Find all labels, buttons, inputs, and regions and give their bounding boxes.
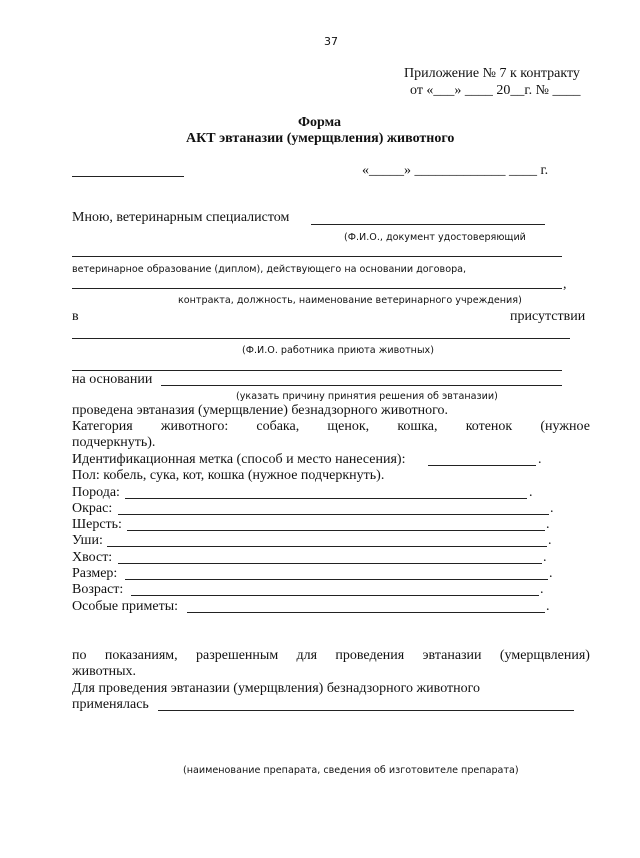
field-ears: Уши: (72, 533, 103, 548)
field-age-end: . (540, 582, 544, 597)
presence-line-2 (72, 370, 562, 371)
field-breed-end: . (529, 485, 533, 500)
indications-word: проведения (335, 648, 405, 663)
field-ears-end: . (548, 533, 552, 548)
field-size-line (125, 579, 548, 580)
field-size-end: . (549, 566, 553, 581)
field-tail-line (118, 563, 542, 564)
presence-hint: (Ф.И.О. работника приюта животных) (242, 345, 434, 356)
specialist-line-2 (72, 256, 562, 257)
sex-text: Пол: кобель, сука, кот, кошка (нужное подчеркнуть). (72, 468, 385, 483)
page-number: 37 (324, 35, 338, 48)
field-age-line (131, 595, 539, 596)
category-word: (нужное (540, 419, 590, 434)
category-word: собака, (256, 419, 300, 434)
indications-word: для (296, 648, 318, 663)
id-mark-label: Идентификационная метка (способ и место нанесения): (72, 452, 406, 467)
indications-word: показаниям, (104, 648, 178, 663)
field-ears-line (107, 546, 547, 547)
appendix-title: Приложение № 7 к контракту (404, 66, 580, 81)
indications-line-4: применялась (72, 697, 149, 712)
drug-hint: (наименование препарата, сведения об изготовителе препарата) (183, 765, 519, 776)
indications-line-3: Для проведения эвтаназии (умерщвления) безнадзорного животного (72, 681, 481, 696)
field-special-marks: Особые приметы: (72, 599, 179, 614)
form-title: Форма (298, 115, 342, 130)
category-word: щенок, (327, 419, 370, 434)
specialist-line-3 (72, 288, 562, 289)
indications-word: по (72, 648, 87, 663)
id-mark-line (428, 465, 536, 466)
field-fur: Шерсть: (72, 517, 122, 532)
date-line: «_____» _____________ ____ г. (362, 163, 549, 178)
id-mark-end: . (538, 452, 542, 467)
field-fur-end: . (546, 517, 550, 532)
field-tail-end: . (543, 550, 547, 565)
field-color: Окрас: (72, 501, 113, 516)
field-special-marks-line (187, 612, 545, 613)
field-breed-line (125, 498, 527, 499)
basis-label: на основании (72, 372, 153, 387)
category-line (72, 419, 590, 435)
field-breed: Порода: (72, 485, 120, 500)
basis-line (161, 385, 562, 386)
field-fur-line (127, 530, 545, 531)
place-line (72, 176, 184, 177)
specialist-name-line (311, 224, 545, 225)
indications-word: разрешенным (195, 648, 279, 663)
performed-text: проведена эвтаназия (умерщвление) безнадзорного животного. (72, 403, 449, 418)
act-title: АКТ эвтаназии (умерщвления) животного (186, 131, 455, 146)
indications-line-2: животных. (72, 664, 137, 679)
category-word: животного: (160, 419, 229, 434)
specialist-label: Мною, ветеринарным специалистом (72, 210, 290, 225)
indications-word: эвтаназии (422, 648, 482, 663)
indications-word: (умерщвления) (499, 648, 590, 663)
field-age: Возраст: (72, 582, 124, 597)
appendix-date-number: от «___» ____ 20__г. № ____ (410, 83, 581, 98)
category-word: Категория (72, 419, 133, 434)
field-special-marks-end: . (546, 599, 550, 614)
basis-hint: (указать причину принятия решения об эвтаназии) (236, 391, 498, 402)
field-color-end: . (550, 501, 554, 516)
field-size: Размер: (72, 566, 118, 581)
specialist-hint-2: ветеринарное образование (диплом), действующего на основании договора, (72, 264, 467, 275)
presence-v: в (72, 309, 79, 324)
presence-line (72, 338, 570, 339)
category-word: кошка, (397, 419, 438, 434)
specialist-hint-3: контракта, должность, наименование ветеринарного учреждения) (178, 295, 522, 306)
field-color-line (118, 514, 549, 515)
indications-line (72, 648, 590, 664)
drug-line (158, 710, 574, 711)
specialist-comma: , (563, 277, 567, 292)
category-word: котенок (465, 419, 513, 434)
category-line-2: подчеркнуть). (72, 435, 156, 450)
presence-label: присутствии (510, 309, 586, 324)
field-tail: Хвост: (72, 550, 113, 565)
specialist-hint-1: (Ф.И.О., документ удостоверяющий (344, 232, 526, 243)
